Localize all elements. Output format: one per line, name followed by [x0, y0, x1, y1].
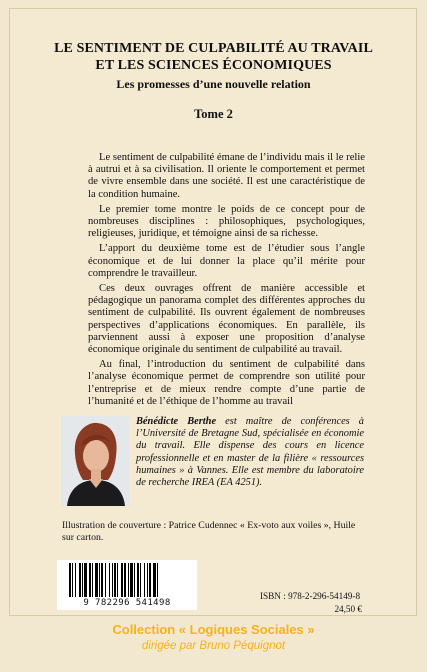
- barcode-bars: [69, 563, 185, 597]
- collection-director: dirigée par Bruno Péquignot: [141, 640, 286, 652]
- blurb-paragraph: L’apport du deuxième tome est de l’étudier sous l’angle économique et de lui donner la place qu’il mérite pour comprendre le travailleur.: [88, 243, 365, 279]
- blurb: [88, 152, 365, 411]
- barcode-digits: 9 782296 541498: [83, 598, 171, 608]
- title-line-1: LE SENTIMENT DE CULPABILITÉ AU TRAVAIL: [54, 41, 373, 56]
- author-university: Université de Bretagne Sud: [142, 428, 258, 440]
- blurb-paragraph: Ces deux ouvrages offrent de manière accessible et pédagogique un panorama complet des différentes approches du sentiment de culpabilité. Ils ouvrent également de nombreuses perspectives d’applications économiques. En parallèle, ils parviennent aussi à exposer une proposition d’analyse économique originale du sentiment de culpabilité au travail.: [88, 283, 365, 356]
- author-bio-part-1: est maître de conférences à l’: [136, 416, 364, 440]
- isbn-block: [260, 590, 362, 616]
- isbn-number: ISBN : 978-2-296-54149-8: [260, 591, 361, 601]
- author-photo: [61, 416, 129, 506]
- tome-label: Tome 2: [194, 107, 233, 121]
- author-name: Bénédicte Berthe: [136, 416, 217, 427]
- blurb-paragraph: Au final, l’introduction du sentiment de culpabilité dans l’analyse économique permet de comprendre son utilité pour l’entreprise et de mieux rendre compte d’une partie de l’humanité et de l’éthique de l’homme au travail: [88, 359, 365, 407]
- price: 24,50 €: [334, 604, 362, 614]
- barcode: [57, 560, 197, 610]
- author-bio: [136, 416, 364, 489]
- book-title: [0, 40, 427, 74]
- title-line-2: ET LES SCIENCES ÉCONOMIQUES: [95, 58, 332, 73]
- blurb-paragraph: Le sentiment de culpabilité émane de l’individu mais il le relie à autrui et à sa civilisation. Il oriente le comportement et permet de vivre ensemble dans une société. Il est une caractéristique de la condition humaine.: [88, 152, 365, 200]
- illustration-credit: Illustration de couverture : Patrice Cudennec « Ex-voto aux voiles », Huile sur carton.: [62, 520, 356, 543]
- author-bio-part-2: , spécialisée en économie du travail. Elle dispense des cours en licence professionnelle et en master de la filière « ressources humaines » à Vannes. Elle est membre du laboratoire de recherche IREA (EA 4251).: [136, 428, 364, 489]
- blurb-paragraph: Le premier tome montre le poids de ce concept pour de nombreuses disciplines : philosophiques, psychologiques, religieuses, juridique, et témoigne ainsi de sa richesse.: [88, 203, 365, 240]
- collection-name: Collection « Logiques Sociales »: [112, 622, 315, 637]
- book-subtitle: Les promesses d’une nouvelle relation: [116, 77, 311, 91]
